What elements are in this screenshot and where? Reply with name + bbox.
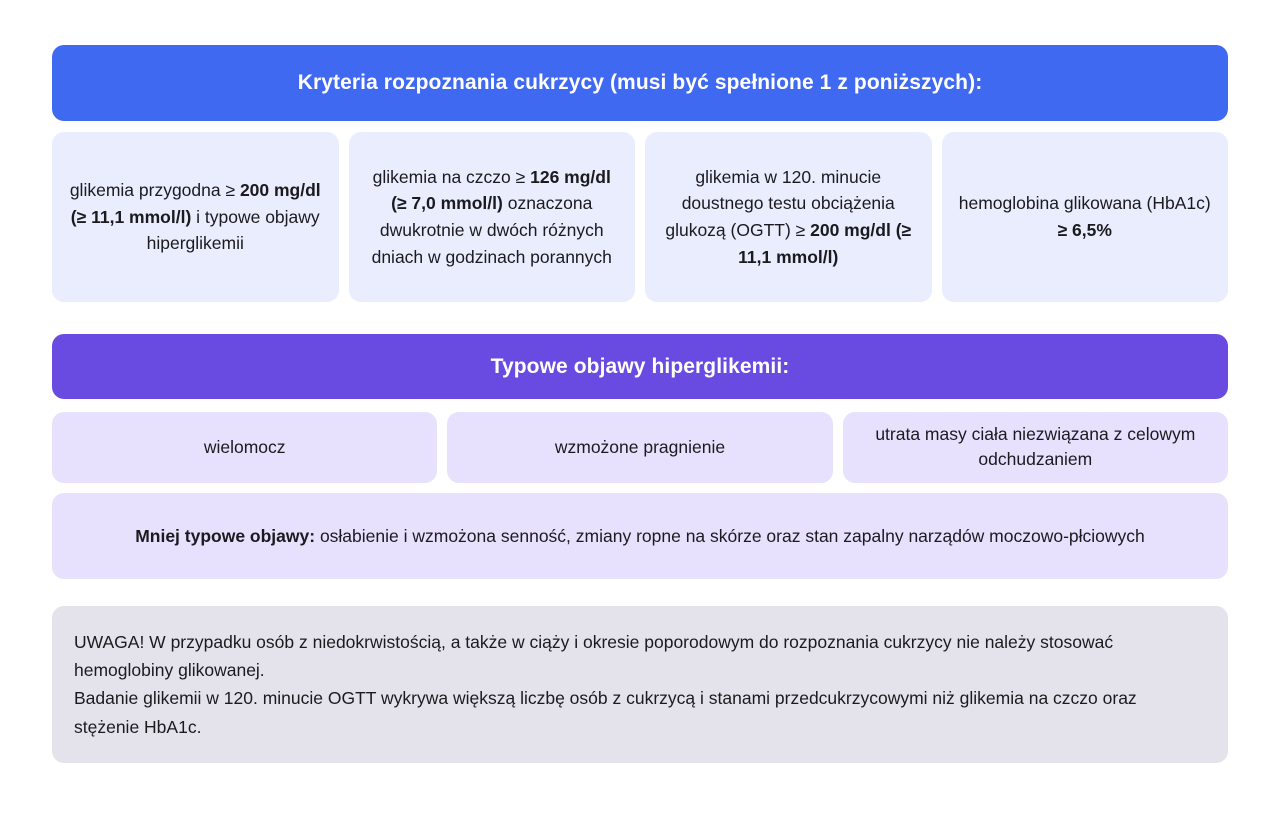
criterion-card-ogtt-120min — [645, 132, 932, 302]
notice-card — [52, 606, 1228, 763]
criterion-tail-text: oznaczona dwukrotnie w dwóch różnych dniach w godzinach porannych — [371, 193, 612, 267]
criterion-card-hba1c — [942, 132, 1229, 302]
criteria-section-header-text: Kryteria rozpoznania cukrzycy (musi być spełnione 1 z poniższych): — [297, 71, 983, 94]
symptom-text: wielomocz — [203, 436, 286, 457]
symptom-card-thirst — [447, 412, 832, 483]
less-typical-symptoms-label: Mniej typowe objawy: — [135, 525, 316, 546]
symptom-card-polyuria — [52, 412, 437, 483]
criterion-text — [958, 190, 1213, 243]
criterion-card-random-glycemia — [52, 132, 339, 302]
criterion-tail-text: i typowe objawy hiperglikemii — [146, 206, 320, 254]
symptom-card-weight-loss — [843, 412, 1228, 483]
criterion-value-text: 200 mg/dl (≥ 11,1 mmol/l) — [70, 180, 321, 227]
symptoms-section-header — [52, 334, 1228, 399]
notice-paragraph-2: Badanie glikemii w 120. minucie OGTT wykrywa większą liczbę osób z cukrzycą i stanami przedcukrzycowymi niż glikemia na czczo oraz stężenie HbA1c. — [74, 688, 1137, 737]
symptom-text: utrata masy ciała niezwiązana z celowym odchudzaniem — [875, 424, 1196, 470]
notice-paragraph-1: UWAGA! W przypadku osób z niedokrwistością, a także w ciąży i okresie poporodowym do rozpoznania cukrzycy nie należy stosować hemoglobiny glikowanej. — [74, 631, 1114, 681]
criterion-value-text: 200 mg/dl (≥ 11,1 mmol/l) — [738, 220, 912, 267]
criterion-text — [68, 177, 323, 257]
criterion-card-fasting-glycemia — [349, 132, 636, 302]
symptoms-section-header-text: Typowe objawy hiperglikemii: — [490, 354, 790, 378]
criterion-lead-text: hemoglobina glikowana (HbA1c) — [958, 193, 1211, 214]
symptoms-card-row — [52, 412, 1228, 483]
criterion-lead-text: glikemia w 120. minucie doustnego testu obciążenia glukozą (OGTT) ≥ — [665, 166, 895, 240]
criterion-text — [661, 164, 916, 270]
symptom-text: wzmożone pragnienie — [554, 436, 726, 457]
criterion-value-text: ≥ 6,5% — [1057, 220, 1112, 240]
less-typical-symptoms-text — [135, 523, 1145, 549]
criterion-value-text: 126 mg/dl (≥ 7,0 mmol/l) — [391, 166, 611, 214]
criterion-lead-text: glikemia na czczo ≥ — [372, 166, 531, 187]
diabetes-criteria-infographic — [52, 0, 1228, 763]
less-typical-symptoms-body: osłabienie i wzmożona senność, zmiany ropne na skórze oraz stan zapalny narządów moczowo-płciowych — [315, 525, 1145, 546]
criteria-card-row — [52, 132, 1228, 302]
criterion-text — [365, 164, 620, 270]
criteria-section-header — [52, 45, 1228, 121]
less-typical-symptoms-card — [52, 493, 1228, 579]
criterion-lead-text: glikemia przygodna ≥ — [69, 180, 240, 201]
